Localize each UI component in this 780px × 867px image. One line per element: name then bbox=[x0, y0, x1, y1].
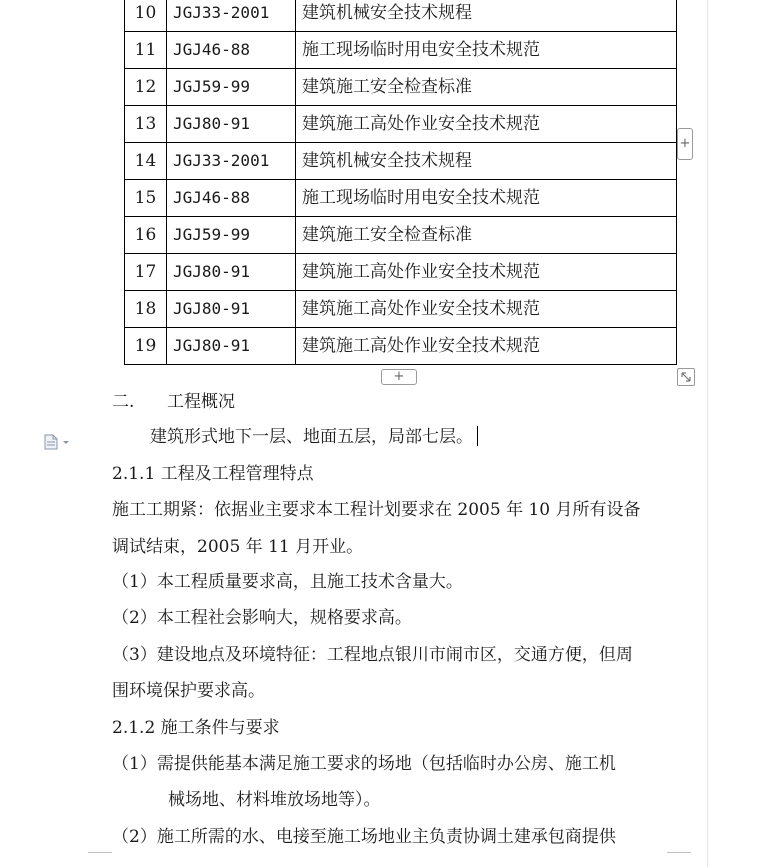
list-item: （1）需提供能基本满足施工要求的场地（包括临时办公房、施工机 bbox=[112, 754, 616, 774]
row-number[interactable]: 14 bbox=[125, 143, 167, 180]
row-number[interactable]: 15 bbox=[125, 180, 167, 217]
standard-code[interactable]: JGJ59-99 bbox=[167, 217, 296, 254]
standard-name[interactable]: 施工现场临时用电安全技术规范 bbox=[296, 180, 677, 217]
table-row bbox=[125, 32, 677, 69]
list-item-continuation: 围环境保护要求高。 bbox=[112, 681, 265, 701]
standard-name[interactable]: 建筑施工高处作业安全技术规范 bbox=[296, 291, 677, 328]
table-row bbox=[125, 254, 677, 291]
list-item: （1）本工程质量要求高，且施工技术含量大。 bbox=[112, 572, 463, 592]
table-row bbox=[125, 69, 677, 106]
table-resize-handle[interactable] bbox=[677, 368, 695, 386]
table-row bbox=[125, 291, 677, 328]
table-row bbox=[125, 143, 677, 180]
standard-name[interactable]: 施工现场临时用电安全技术规范 bbox=[296, 32, 677, 69]
list-item: （3）建设地点及环境特征：工程地点银川市闹市区，交通方便，但周 bbox=[112, 645, 633, 665]
row-number[interactable]: 12 bbox=[125, 69, 167, 106]
standard-code[interactable]: JGJ80-91 bbox=[167, 328, 296, 365]
standard-code[interactable]: JGJ46-88 bbox=[167, 180, 296, 217]
paragraph-line: 调试结束，2005 年 11 月开业。 bbox=[112, 537, 364, 557]
subheading-2-1-2: 2.1.2 施工条件与要求 bbox=[112, 718, 280, 738]
intro-paragraph[interactable] bbox=[150, 425, 478, 449]
section-title: 工程概况 bbox=[167, 392, 235, 412]
chevron-down-icon bbox=[62, 440, 70, 446]
row-number[interactable]: 13 bbox=[125, 106, 167, 143]
standard-name[interactable]: 建筑施工高处作业安全技术规范 bbox=[296, 328, 677, 365]
paragraph-options-button[interactable] bbox=[44, 434, 72, 450]
standard-code[interactable]: JGJ33-2001 bbox=[167, 143, 296, 180]
row-number[interactable]: 17 bbox=[125, 254, 167, 291]
list-item: （2）施工所需的水、电接至施工场地业主负责协调土建承包商提供 bbox=[112, 827, 616, 847]
table-row bbox=[125, 180, 677, 217]
table-row bbox=[125, 217, 677, 254]
list-item: （2）本工程社会影响大，规格要求高。 bbox=[112, 608, 412, 628]
standard-name[interactable]: 建筑施工安全检查标准 bbox=[296, 69, 677, 106]
standard-name[interactable]: 建筑施工高处作业安全技术规范 bbox=[296, 106, 677, 143]
intro-text: 建筑形式地下一层、地面五层，局部七层。 bbox=[150, 427, 473, 447]
standard-code[interactable]: JGJ80-91 bbox=[167, 291, 296, 328]
paragraph-line: 施工工期紧：依据业主要求本工程计划要求在 2005 年 10 月所有设备 bbox=[112, 500, 641, 520]
standard-code[interactable]: JGJ33-2001 bbox=[167, 0, 296, 32]
standard-name[interactable]: 建筑施工安全检查标准 bbox=[296, 217, 677, 254]
right-gutter bbox=[707, 0, 780, 867]
standard-code[interactable]: JGJ59-99 bbox=[167, 69, 296, 106]
section-heading bbox=[112, 390, 235, 414]
table-row bbox=[125, 106, 677, 143]
standard-name[interactable]: 建筑机械安全技术规程 bbox=[296, 143, 677, 180]
table-row bbox=[125, 0, 677, 32]
document-icon bbox=[44, 434, 58, 450]
list-item-continuation: 械场地、材料堆放场地等）。 bbox=[168, 790, 381, 810]
standards-table-body bbox=[125, 0, 677, 365]
row-number[interactable]: 19 bbox=[125, 328, 167, 365]
section-number: 二. bbox=[112, 392, 135, 412]
row-number[interactable]: 11 bbox=[125, 32, 167, 69]
page-corner-mark bbox=[667, 852, 691, 853]
row-number[interactable]: 18 bbox=[125, 291, 167, 328]
row-number[interactable]: 10 bbox=[125, 0, 167, 32]
table-row bbox=[125, 328, 677, 365]
page-corner-mark bbox=[88, 852, 112, 853]
standards-table bbox=[124, 0, 677, 365]
standard-name[interactable]: 建筑机械安全技术规程 bbox=[296, 0, 677, 32]
standard-code[interactable]: JGJ80-91 bbox=[167, 106, 296, 143]
add-column-button[interactable]: + bbox=[677, 128, 693, 160]
subheading-2-1-1: 2.1.1 工程及工程管理特点 bbox=[112, 464, 314, 484]
standard-name[interactable]: 建筑施工高处作业安全技术规范 bbox=[296, 254, 677, 291]
text-cursor bbox=[477, 426, 478, 446]
row-number[interactable]: 16 bbox=[125, 217, 167, 254]
standard-code[interactable]: JGJ46-88 bbox=[167, 32, 296, 69]
add-row-button[interactable]: + bbox=[381, 369, 417, 385]
standard-code[interactable]: JGJ80-91 bbox=[167, 254, 296, 291]
resize-icon bbox=[678, 369, 694, 385]
